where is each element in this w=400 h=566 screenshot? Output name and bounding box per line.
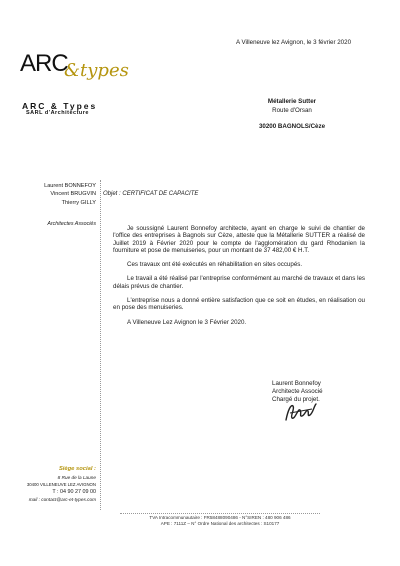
associates-label: Architectes Associés [47, 221, 96, 227]
partner-list [10, 182, 96, 207]
logo-script-text: &types [64, 60, 129, 81]
recipient-city: 30200 BAGNOLS/Cèze [258, 123, 326, 130]
subject-text: CERTIFICAT DE CAPACITE [122, 191, 199, 197]
footer-line: TVA Intracommunautaire : FR58488090486 - N°SIREN : 480 906 486 [149, 515, 291, 520]
recipient-street: Route d'Orsan [272, 107, 312, 114]
subject-label: Objet : [103, 191, 121, 197]
body-paragraph: Je soussigné Laurent Bonnefoy architecte, ayant en charge le suivi de chantier de l'office des entreprises à Bagnols sur Cèze, atteste que la Métallerie SUTTER a réalisé de Juillet 2019 à Février 2020 pour le compte de l'agglomération du gard Rhodanien la fourniture et pose de menuiseries, pour un montant de 37 482,00 € H.T. [113, 225, 365, 254]
logo-script-mark [20, 50, 129, 102]
recipient-block [212, 97, 372, 131]
body-paragraph: Le travail a été réalisé par l'entreprise conformément au marché de travaux et dans les délais prévus de chantier. [113, 275, 365, 290]
body-paragraph: L'entreprise nous a donné entière satisfaction que ce soit en études, en réalisation ou en pose des menuiseries. [113, 297, 365, 312]
signer-title: Architecte Associé [272, 387, 323, 395]
letter-body [113, 225, 365, 333]
partner-name: Vincent BRUGVIN [50, 191, 96, 198]
recipient-name: Métallerie Sutter [267, 98, 317, 105]
footer-line: APE : 7111Z – N° Ordre National des architectes : S10177 [160, 521, 280, 526]
siege-city: 30400 VILLENEUVE LEZ AVIGNON [26, 482, 96, 488]
siege-phone: T : 04 90 27 09 00 [52, 488, 96, 495]
legal-footer [100, 515, 340, 527]
logo-arc-text: ARC [20, 50, 68, 77]
body-paragraph: A Villeneuve Lez Avignon le 3 Février 2020. [127, 318, 247, 326]
body-paragraph: Ces travaux ont été exécutés en réhabilitation en sites occupés. [127, 261, 303, 269]
siege-address: 8 Rue de la Laune [57, 474, 96, 480]
signer-role: Chargé du projet. [272, 395, 320, 403]
letter-date: A Villeneuve lez Avignon, le 3 février 2020 [236, 39, 352, 46]
handwritten-signature [282, 400, 322, 424]
firm-subtitle: SARL d'Architecture [26, 110, 89, 116]
firm-name: ARC & Types [22, 101, 98, 111]
headquarters-block [10, 466, 96, 504]
sidebar-divider [100, 180, 101, 510]
partner-name: Thierry GILLY [61, 199, 96, 206]
siege-title: Siège social : [58, 466, 96, 472]
signer-name: Laurent Bonnefoy [272, 380, 321, 387]
company-logo [20, 50, 129, 102]
footer-divider [120, 513, 320, 514]
partner-name: Laurent BONNEFOY [44, 183, 96, 189]
letter-subject [103, 191, 198, 197]
siege-email: mail : contact@arc-et-types.com [28, 497, 96, 503]
